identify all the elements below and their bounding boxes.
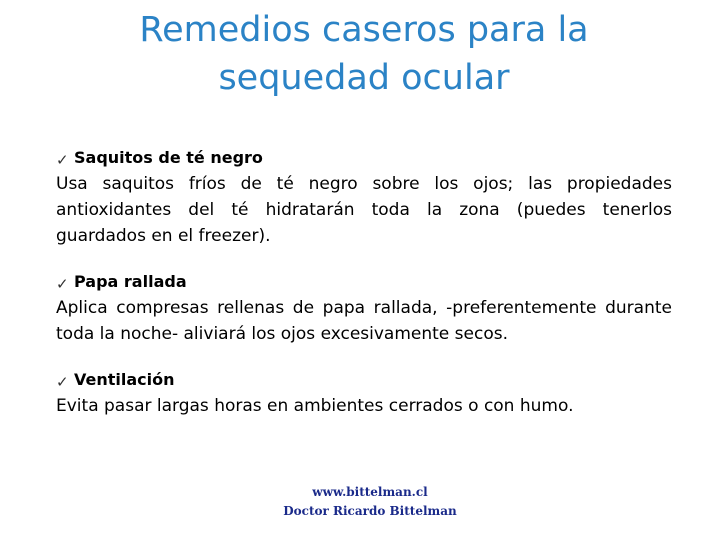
list-item-title: Ventilación [74, 370, 175, 389]
checkmark-icon: ✓ [56, 373, 69, 391]
list-item-header [56, 269, 672, 295]
list-item-body: Evita pasar largas horas en ambientes cerrados o con humo. [56, 396, 574, 416]
checkmark-icon: ✓ [56, 151, 69, 169]
list-item [56, 269, 672, 347]
list-item-title: Papa rallada [74, 272, 187, 291]
list-item-body: Usa saquitos fríos de té negro sobre los ojos; las propiedades antioxidantes del té hidratarán toda la zona (puedes tenerlos guardados en el freezer). [56, 174, 672, 246]
footer-author: Doctor Ricardo Bittelman [283, 504, 457, 518]
list-item-body: Aplica compresas rellenas de papa rallada, -preferentemente durante toda la noche- aliviará los ojos excesivamente secos. [56, 298, 672, 344]
list-item-title: Saquitos de té negro [74, 148, 263, 167]
slide-title [40, 6, 688, 102]
list-item-header [56, 367, 672, 393]
list-item [56, 145, 672, 249]
slide-title-line2: sequedad ocular [218, 58, 510, 98]
slide-title-line1: Remedios caseros para la [139, 10, 589, 50]
checkmark-icon: ✓ [56, 275, 69, 293]
remedies-list [56, 145, 672, 419]
list-item-header [56, 145, 672, 171]
footer-url[interactable]: www.bittelman.cl [312, 485, 428, 499]
footer [200, 483, 540, 521]
list-item [56, 367, 672, 419]
